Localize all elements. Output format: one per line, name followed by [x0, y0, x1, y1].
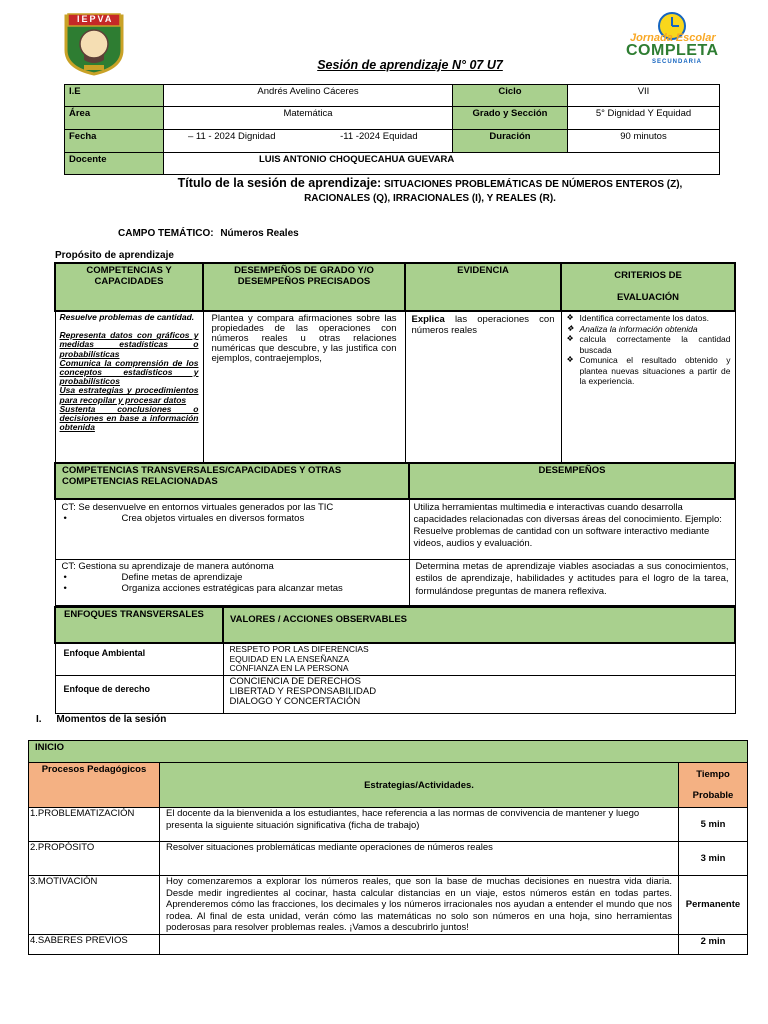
tiempo-header	[679, 763, 748, 808]
time-3: Permanente	[679, 876, 748, 935]
estrategias-header: Estrategias/Actividades.	[160, 763, 679, 808]
proc-2: 2.PROPÓSITO	[29, 842, 160, 876]
transv-desempenos-header: DESEMPEÑOS	[409, 463, 735, 499]
proc-4: 4.SABERES PREVIOS	[29, 934, 160, 954]
desempeno-cell: Plantea y compara afirmaciones sobre las propiedades de las operaciones con números reales u otras relaciones numéricas que descubre, y las justifica con ejemplos, contraejemplos,	[203, 311, 405, 463]
enfoque-ambiental: Enfoque Ambiental	[55, 643, 223, 675]
ct1-item-1: Crea objetos virtuales en diversos formatos	[121, 513, 305, 524]
logo-line1: Jornada Escolar	[630, 32, 716, 44]
logo-line3: SECUNDARIA	[652, 59, 703, 65]
momentos-label: Momentos de la sesión	[56, 714, 167, 725]
tiempo-header-2: Probable	[692, 790, 734, 801]
criterio-4: ❖ Comunica el resultado obtenido y plantea nuevas situaciones a partir de la experiencia.	[578, 355, 731, 387]
valor-3: CONFIANZA EN LA PERSONA	[229, 663, 349, 673]
capacidad-4: Sustenta conclusiones o decisiones en base a información obtenida	[59, 403, 199, 433]
act-1: El docente da la bienvenida a los estudiantes, hace referencia a las normas de convivencia de mantener y luego presenta la siguiente situación significativa (ficha de trabajo)	[160, 808, 679, 842]
campo-tematico	[118, 228, 299, 239]
docente-label: Docente	[65, 153, 164, 175]
valores-header: VALORES / ACCIONES OBSERVABLES	[223, 607, 735, 643]
docente-value: LUIS ANTONIO CHOQUECAHUA GUEVARA	[164, 153, 720, 175]
ciclo-label: Ciclo	[453, 85, 568, 107]
ct2-cell	[55, 559, 409, 605]
ie-value: Andrés Avelino Cáceres	[164, 85, 453, 107]
act-3: Hoy comenzaremos a explorar los números reales, que son la base de muchas decisiones en nuestra vida diaria. Desde medir ingredientes al cocinar, hasta calcular distancias en un viaje, estos números están en todas partes. Aprenderemos cómo las fracciones, los decimales y los números irracionales nos ayudan a entender el mundo que nos rodea. Al final de esta unidad, verán cómo las matemáticas no solo son números en una hoja, sino herramientas poderosas para resolver problemas reales. ¡Vamos a descubrirlo juntos!	[160, 876, 679, 935]
info-table	[64, 84, 720, 175]
inicio-table	[28, 740, 748, 955]
criterios-header-2: EVALUACIÓN	[616, 292, 680, 303]
valor-4: CONCIENCIA DE DERECHOS	[229, 675, 361, 687]
valor-5: LIBERTAD Y RESPONSABILIDAD	[229, 685, 377, 697]
ct1-cell	[55, 499, 409, 559]
area-value: Matemática	[164, 107, 453, 130]
enfoques-header: ENFOQUES TRANSVERSALES	[55, 607, 223, 643]
fecha-cell	[164, 130, 453, 153]
ciclo-value: VII	[568, 85, 720, 107]
criterios-header-1: CRITERIOS DE	[614, 270, 682, 281]
comp-header: COMPETENCIAS Y CAPACIDADES	[55, 263, 203, 311]
evidencia-rest: las operaciones con números reales	[411, 314, 555, 336]
transv-header: COMPETENCIAS TRANSVERSALES/CAPACIDADES Y OTRAS COMPETENCIAS RELACIONADAS	[55, 463, 409, 499]
momentos-heading	[36, 714, 166, 725]
enfoque-ambiental-valores	[223, 643, 735, 675]
time-4: 2 min	[679, 934, 748, 954]
area-label: Área	[65, 107, 164, 130]
time-2: 3 min	[679, 842, 748, 876]
session-title	[140, 176, 720, 206]
grado-value: 5° Dignidad Y Equidad	[568, 107, 720, 130]
transversales-table	[54, 462, 736, 606]
criterio-2: ❖ Analiza la información obtenida	[578, 324, 731, 335]
inicio-title: INICIO	[29, 741, 748, 763]
grado-label: Grado y Sección	[453, 107, 568, 130]
desempenos-header: DESEMPEÑOS DE GRADO Y/O DESEMPEÑOS PRECISADOS	[203, 263, 405, 311]
momentos-num: I.	[36, 714, 42, 725]
proposito-label: Propósito de aprendizaje	[55, 250, 174, 261]
ct2-title: CT: Gestiona su aprendizaje de manera autónoma	[61, 560, 274, 572]
enfoque-derecho: Enfoque de derecho	[55, 675, 223, 713]
criterios-header	[561, 263, 735, 311]
competencia-main: Resuelve problemas de cantidad.	[59, 312, 195, 322]
criterio-3: ❖ calcula correctamente la cantidad buscada	[578, 334, 731, 355]
criterio-1: ❖ Identifica correctamente los datos.	[578, 313, 731, 324]
fecha-label: Fecha	[65, 130, 164, 153]
proc-3: 3.MOTIVACIÓN	[29, 876, 160, 935]
capacidad-3: Usa estrategias y procedimientos para recopilar y procesar datos	[59, 385, 199, 405]
ct2-item-b: • Organiza acciones estratégicas para alcanzar metas	[63, 582, 343, 594]
page-title: Sesión de aprendizaje N° 07 U7	[317, 58, 503, 72]
ct2-item-1: Define metas de aprendizaje	[121, 571, 243, 583]
ct1-desc: Utiliza herramientas multimedia e interactivas cuando desarrolla capacidades relacionadas con diversas áreas del conocimiento. Ejemplo: Resuelve problemas de cantidad con un software interactivo mediante videos, audios y evaluación.	[409, 499, 735, 559]
tiempo-header-1: Tiempo	[696, 769, 730, 780]
logo-line2: COMPLETA	[626, 42, 719, 59]
fecha-dignidad: – 11 - 2024 Dignidad	[188, 131, 276, 142]
session-title-line2: RACIONALES (Q), IRRACIONALES (I), Y REALES (R).	[304, 193, 556, 204]
ct1-title: CT: Se desenvuelve en entornos virtuales generados por las TIC	[61, 502, 334, 513]
campo-label: CAMPO TEMÁTICO:	[118, 228, 214, 239]
competencia-cell	[55, 311, 203, 463]
fecha-equidad: -11 -2024 Equidad	[340, 131, 418, 142]
capacidad-1: Representa datos con gráficos y medidas estadísticas o probabilísticas	[59, 330, 199, 359]
valor-1: RESPETO POR LAS DIFERENCIAS	[229, 644, 369, 654]
ct2-item-a: • Define metas de aprendizaje	[63, 571, 243, 583]
evidencia-cell	[405, 311, 561, 463]
session-title-line1: SITUACIONES PROBLEMÁTICAS DE NÚMEROS ENTEROS (Z),	[383, 179, 683, 190]
evidencia-header: EVIDENCIA	[405, 263, 561, 311]
duracion-value: 90 minutos	[568, 130, 720, 153]
enfoques-table	[54, 606, 736, 714]
session-title-label: Título de la sesión de aprendizaje:	[177, 176, 382, 190]
duracion-label: Duración	[453, 130, 568, 153]
ct2-item-2: Organiza acciones estratégicas para alcanzar metas	[121, 582, 343, 594]
ie-label: I.E	[65, 85, 164, 107]
enfoque-derecho-valores	[223, 675, 735, 713]
crest-text: IEPVA	[77, 14, 114, 24]
act-2: Resolver situaciones problemáticas mediante operaciones de números reales	[160, 842, 679, 876]
campo-value: Números Reales	[220, 228, 299, 239]
criterios-cell	[561, 311, 735, 463]
time-1: 5 min	[679, 808, 748, 842]
valor-2: EQUIDAD EN LA ENSEÑANZA	[229, 653, 350, 664]
act-4	[160, 934, 679, 954]
evidencia-bold: Explica	[411, 314, 445, 325]
ct2-desc: Determina metas de aprendizaje viables asociadas a sus conocimientos, estilos de aprendizaje, habilidades y actitudes para el logro de la tarea, formulándose preguntas de manera reflexiva.	[409, 559, 735, 605]
capacidad-2: Comunica la comprensión de los conceptos estadísticos y probabilísticos	[59, 357, 199, 387]
procesos-header: Procesos Pedagógicos	[29, 763, 160, 808]
competencias-table	[54, 262, 736, 464]
valor-6: DIALOGO Y CONCERTACIÓN	[229, 695, 361, 707]
proc-1: 1.PROBLEMATIZACIÓN	[29, 808, 160, 842]
ct1-item: • Crea objetos virtuales en diversos formatos	[63, 513, 305, 524]
